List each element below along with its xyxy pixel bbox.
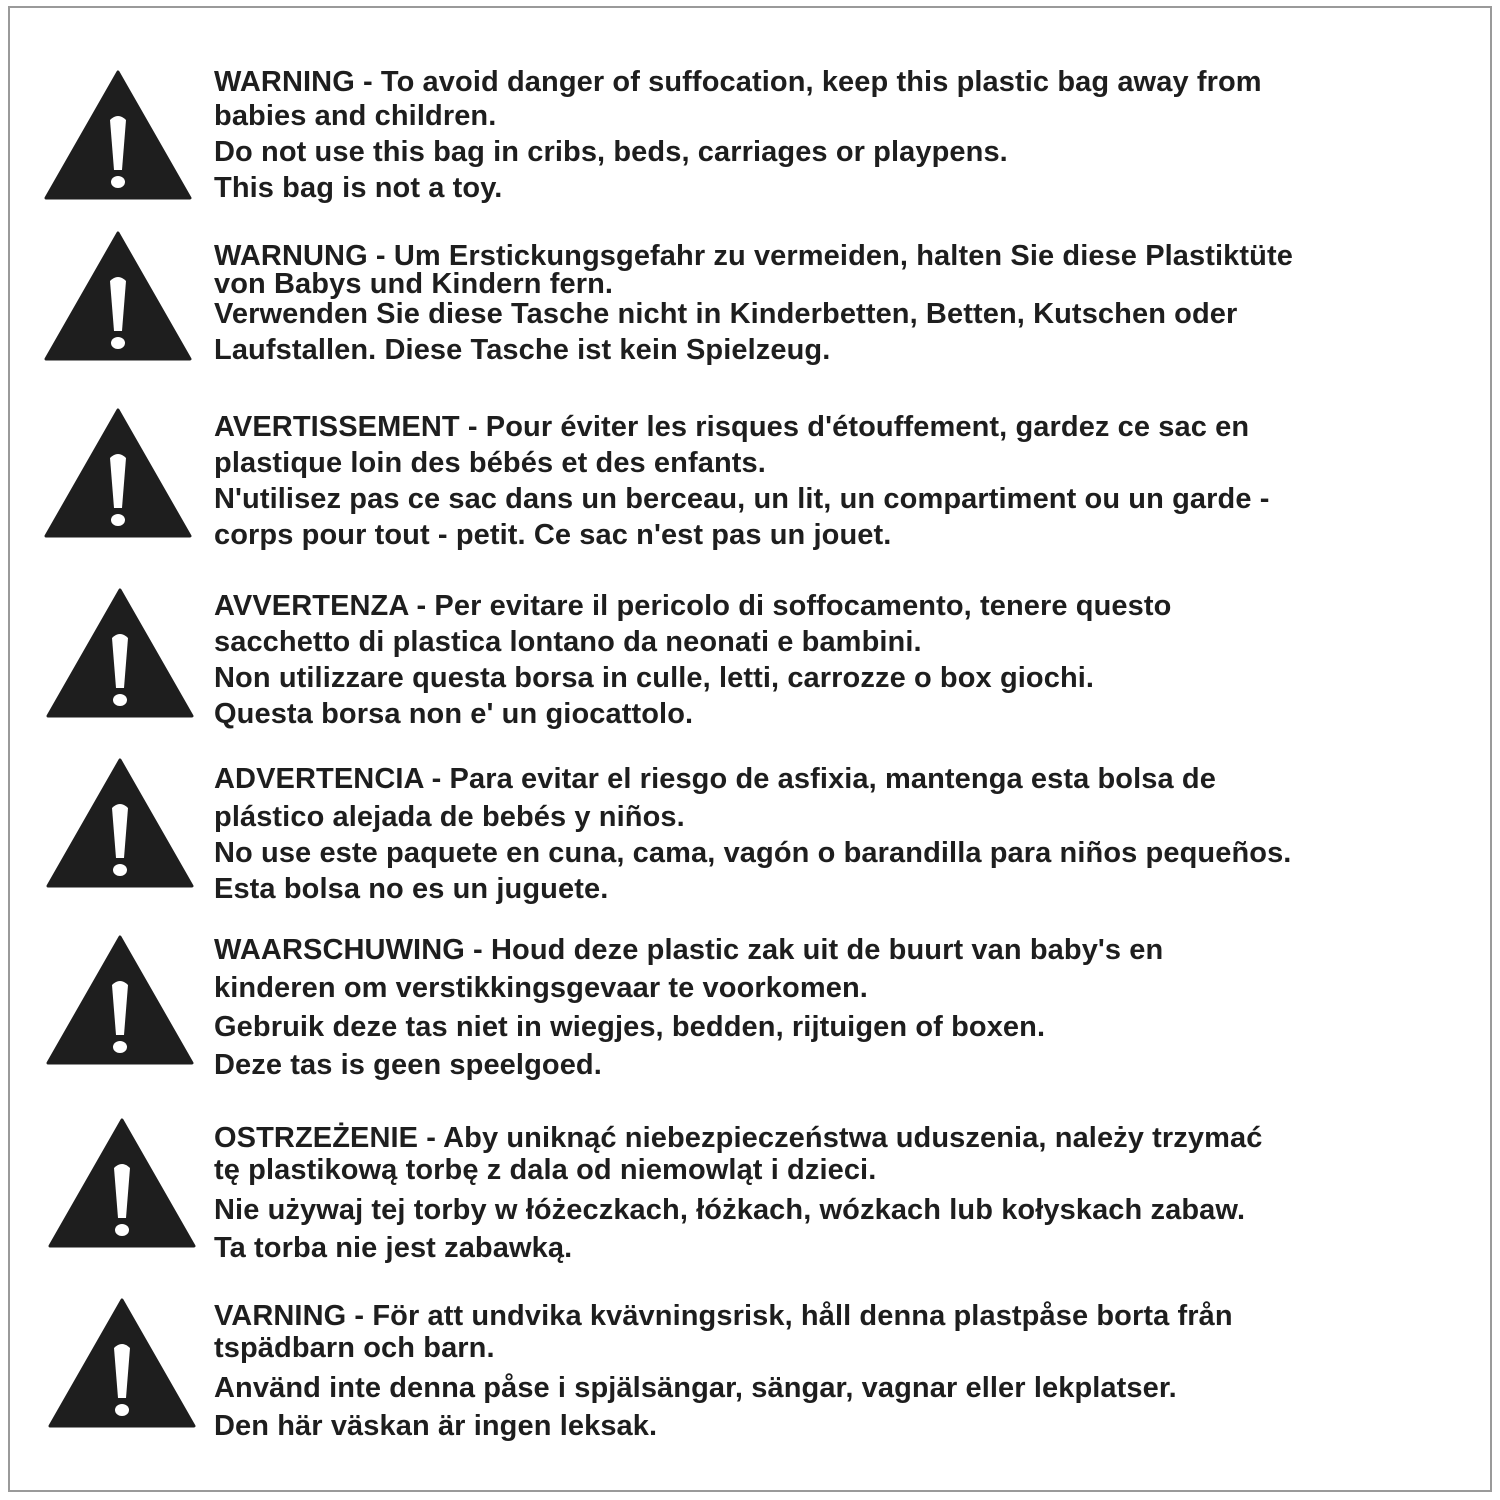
warning-line: ADVERTENCIA - Para evitar el riesgo de asfixia, mantenga esta bolsa de [214,763,1216,795]
warning-line: Ta torba nie jest zabawką. [214,1232,573,1264]
warning-line: tę plastikową torbę z dala od niemowląt i dzieci. [214,1154,877,1186]
warning-line: sacchetto di plastica lontano da neonati e bambini. [214,626,922,658]
warning-line: No use este paquete en cuna, cama, vagón o barandilla para niños pequeños. [214,837,1292,869]
warning-line: tspädbarn och barn. [214,1332,495,1364]
page-border [8,6,1492,1492]
warning-triangle-icon [44,70,192,200]
warning-triangle-icon [46,588,194,718]
warning-text [214,761,1464,907]
warning-triangle-icon [44,231,192,361]
warning-line: Verwenden Sie diese Tasche nicht in Kinderbetten, Betten, Kutschen oder [214,298,1238,330]
warning-line: Deze tas is geen speelgoed. [214,1049,602,1081]
warning-line: This bag is not a toy. [214,172,503,204]
warning-line: Den här väskan är ingen leksak. [214,1410,658,1442]
warning-line: N'utilisez pas ce sac dans un berceau, un lit, un compartiment ou un garde - [214,483,1270,515]
warning-line: AVVERTENZA - Per evitare il pericolo di soffocamento, tenere questo [214,590,1172,622]
warning-triangle-icon [48,1298,196,1428]
warning-text [214,1120,1464,1266]
warning-line: Laufstallen. Diese Tasche ist kein Spielzeug. [214,334,831,366]
warning-line: WAARSCHUWING - Houd deze plastic zak uit de buurt van baby's en [214,934,1164,966]
warning-line: AVERTISSEMENT - Pour éviter les risques d'étouffement, gardez ce sac en [214,411,1250,443]
warning-line: OSTRZEŻENIE - Aby uniknąć niebezpieczeństwa uduszenia, należy trzymać [214,1122,1263,1154]
warning-line: Questa borsa non e' un giocattolo. [214,698,694,730]
warning-line: Do not use this bag in cribs, beds, carriages or playpens. [214,136,1008,168]
warning-line: von Babys und Kindern fern. [214,268,614,300]
warning-line: corps pour tout - petit. Ce sac n'est pas un jouet. [214,519,892,551]
warning-text [214,409,1464,553]
warning-triangle-icon [44,408,192,538]
warning-text [214,932,1464,1083]
warning-line: plastique loin des bébés et des enfants. [214,447,766,479]
warning-text [214,64,1464,206]
warning-line: kinderen om verstikkingsgevaar te voorkomen. [214,972,868,1004]
warning-text [214,238,1464,368]
warning-triangle-icon [46,935,194,1065]
warning-line: Non utilizzare questa borsa in culle, letti, carrozze o box giochi. [214,662,1095,694]
warning-line: Använd inte denna påse i spjälsängar, sängar, vagnar eller lekplatser. [214,1372,1177,1404]
warning-text [214,1298,1464,1444]
warning-line: VARNING - För att undvika kvävningsrisk, håll denna plastpåse borta från [214,1300,1233,1332]
warning-triangle-icon [46,758,194,888]
warning-triangle-icon [48,1118,196,1248]
warning-line: babies and children. [214,100,497,132]
warning-line: WARNING - To avoid danger of suffocation, keep this plastic bag away from [214,66,1262,98]
warning-line: WARNUNG - Um Erstickungsgefahr zu vermeiden, halten Sie diese Plastiktüte [214,240,1293,272]
warning-text [214,588,1464,732]
warning-line: Esta bolsa no es un juguete. [214,873,609,905]
warning-line: Nie używaj tej torby w łóżeczkach, łóżkach, wózkach lub kołyskach zabaw. [214,1194,1246,1226]
warning-line: plástico alejada de bebés y niños. [214,801,685,833]
warning-line: Gebruik deze tas niet in wiegjes, bedden, rijtuigen of boxen. [214,1011,1046,1043]
